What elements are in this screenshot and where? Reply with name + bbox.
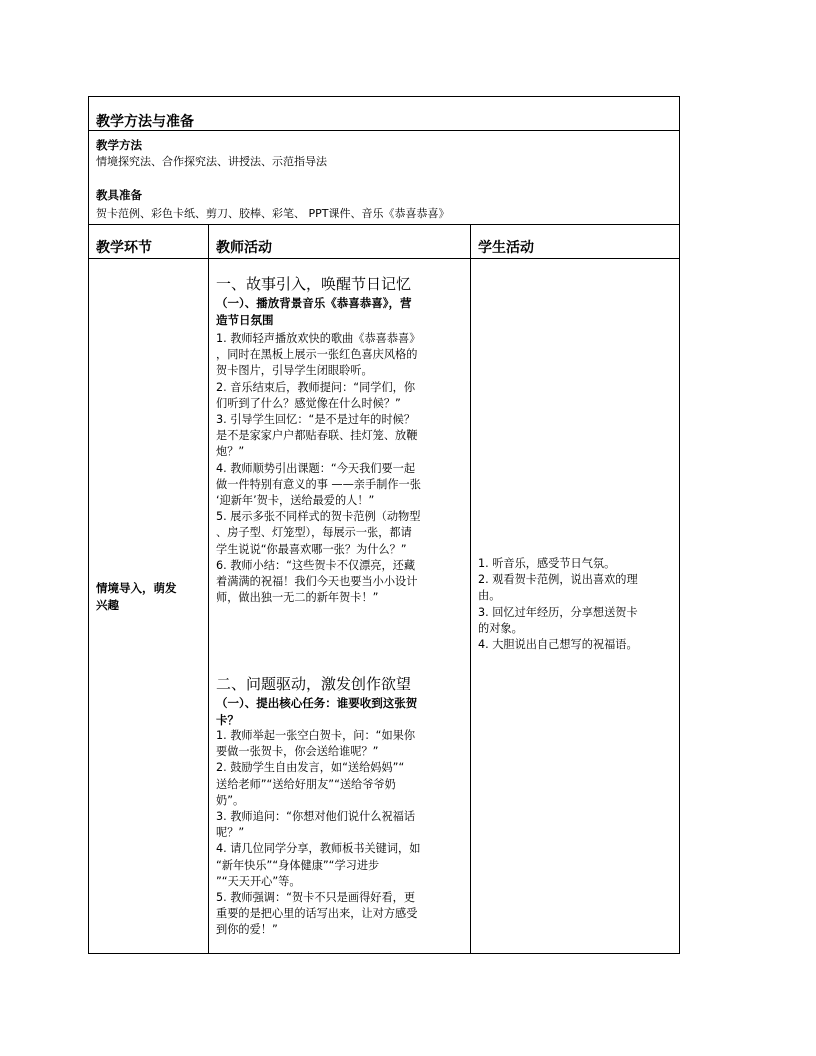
tools-value: 贺卡范例、彩色卡纸、剪刀、胶棒、彩笔、 PPT课件、音乐《恭喜恭喜》 xyxy=(96,207,450,220)
stage-cell: 情境导入，萌发 兴趣 xyxy=(96,581,177,612)
tools-label: 教具准备 xyxy=(96,188,142,202)
section-title: 教学方法与准备 xyxy=(96,114,194,130)
divider xyxy=(88,258,680,259)
column-divider xyxy=(470,224,471,954)
divider xyxy=(88,224,680,225)
part2-body: 1. 教师举起一张空白贺卡，问：“如果你 要做一张贺卡，你会送给谁呢？” 2. 鼓励学生自由发言，如“送给妈妈”“ 送给老师”“送给好朋友”“送给爷爷奶 奶”。 3. 教师追问：“你想对他们说什么祝福话 呢？” 4. 请几位同学分享，教师板书关键词，如 “新年快乐”“身体健康”“学习进步 ”“天天开心”等。 5. 教师强调：“贺卡不只是画得好看，更 重要的是把心里的话写出来，让对方感受 到你的爱！” xyxy=(216,729,421,937)
column-divider xyxy=(208,224,209,954)
header-teacher: 教师活动 xyxy=(216,240,272,256)
student-activity: 1. 听音乐，感受节日气氛。 2. 观看贺卡范例，说出喜欢的理 由。 3. 回忆过年经历，分享想送贺卡 的对象。 4. 大胆说出自己想写的祝福语。 xyxy=(478,557,638,652)
method-label: 教学方法 xyxy=(96,138,142,152)
header-stage: 教学环节 xyxy=(96,240,152,256)
header-student: 学生活动 xyxy=(478,240,534,256)
part2-title: 二、问题驱动，激发创作欲望 xyxy=(216,675,412,693)
part2-subtitle: （一）、提出核心任务：谁要收到这张贺 卡？ xyxy=(216,696,418,727)
method-value: 情境探究法、合作探究法、讲授法、示范指导法 xyxy=(96,155,327,168)
part1-title: 一、故事引入，唤醒节日记忆 xyxy=(216,275,412,293)
part1-body: 1. 教师轻声播放欢快的歌曲《恭喜恭喜》 ，同时在黑板上展示一张红色喜庆风格的 贺卡图片，引导学生闭眼聆听。 2. 音乐结束后，教师提问：“同学们，你 们听到了什么？感觉像在什么时候？” 3. 引导学生回忆：“是不是过年的时候？ 是不是家家户户都贴春联、挂灯笼、放鞭 炮？” 4. 教师顺势引出课题：“今天我们要一起 做一件特别有意义的事 ——亲手制作一张 ‘迎新年’贺卡，送给最爱的人！” 5. 展示多张不同样式的贺卡范例（动物型 、房子型、灯笼型），每展示一张，都请 学生说说“你最喜欢哪一张？为什么？” 6. 教师小结：“这些贺卡不仅漂亮，还藏 着满满的祝福！我们今天也要当小小设计 师，做出独一无二的新年贺卡！” xyxy=(216,332,421,605)
part1-subtitle: （一）、播放背景音乐《恭喜恭喜》，营 造节日氛围 xyxy=(216,296,412,327)
